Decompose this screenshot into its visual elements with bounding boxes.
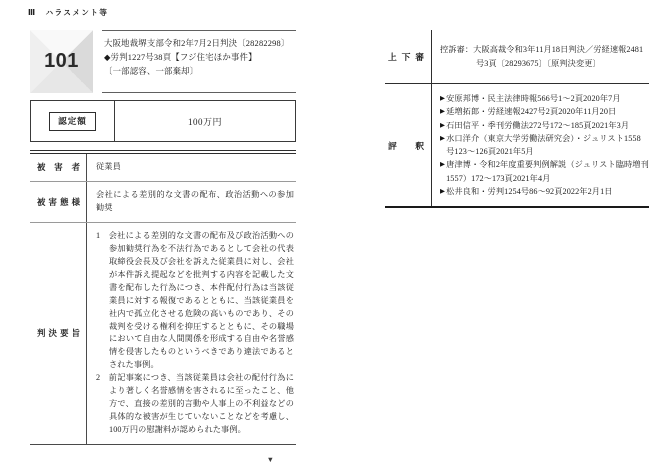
case-side-column <box>385 30 649 208</box>
judgment-summary-item: 1 会社による差別的な文書の配布及び政治活動への参加勧奨行為を不法行為であるとして会社の代表取締役会長及び会社を訴えた従業員に対し、会社が本件訴え提起などを批判する内容を記載した文書を配布した行為につき、本件配付行為は当該従業員に対する報復であるとともに、当該従業員を社内で孤立化させる危険の高いものであり、その裁判を受ける権利を抑圧するとともに、その職場において自由な人間関係を形成する自由や名誉感情を侵害したものというべきであり違法であるとされた事例。 <box>96 230 294 370</box>
harm-type-value: 会社による差別的な文書の配布、政治活動への参加勧奨 <box>86 182 296 222</box>
judgment-summary-item: 2 前記事案につき、当該従業員は会社の配付行為により著しく名誉感情を害されるに至ったこと、他方で、直接の差別的言動や人事上の不利益などの具体的な被害が生じていないことなどを考慮し、100万円の慰謝料が認められた事例。 <box>96 373 294 435</box>
case-main-column <box>30 30 296 467</box>
commentary-item: ▶ 唐津博・令和2年度重要判例解説（ジュリスト臨時増刊1557）172～173頁2021年4月 <box>440 158 649 185</box>
case-number: 101 <box>44 50 79 72</box>
judgment-summary-label: 判決要旨 <box>37 328 80 339</box>
commentary-item: ▶ 安原邦博・民主法律時報566号1～2頁2020年7月 <box>440 92 649 105</box>
triangle-bullet-icon: ▶ <box>440 187 446 195</box>
award-value: 100万円 <box>187 116 222 127</box>
harm-type-label: 被害態様 <box>37 196 80 207</box>
appeals-label: 上下審 <box>388 52 424 62</box>
case-number-badge <box>30 30 93 93</box>
table-row-harm-type <box>30 182 296 223</box>
running-head: Ⅲ ハラスメント等 <box>28 8 109 17</box>
judgment-summary-content <box>86 223 296 444</box>
appeals-content <box>431 30 649 83</box>
triangle-bullet-icon: ▶ <box>440 134 446 142</box>
triangle-bullet-icon: ▶ <box>440 108 446 116</box>
victim-label: 被害者 <box>37 162 80 173</box>
triangle-bullet-icon: ▶ <box>440 121 446 129</box>
case-title-court-date: 大阪地裁堺支部令和2年7月2日判決〔28282298〕 <box>104 39 290 48</box>
page-continues-indicator <box>30 445 296 467</box>
commentary-item: ▶ 石田信平・季刊労働法272号172～185頁2021年3月 <box>440 119 649 132</box>
table-row-appeals <box>385 30 649 84</box>
table-row-commentary <box>385 84 649 206</box>
case-title-citation: ◆労判1227号38頁【フジ住宅ほか事件】 <box>104 53 257 63</box>
commentary-item: ▶ 水口洋介（東京大学労働法研究会）・ジュリスト1558号123～126頁2021年5月 <box>440 132 649 159</box>
award-label-cell <box>31 101 115 141</box>
triangle-bullet-icon: ▶ <box>440 161 446 169</box>
commentary-label: 評釈 <box>388 140 424 151</box>
case-title-result: 〔一部認容、一部棄却〕 <box>104 67 199 77</box>
table-row-victim <box>30 154 296 182</box>
case-title-block <box>102 30 296 93</box>
triangle-bullet-icon: ▶ <box>440 95 446 102</box>
case-header <box>30 30 296 93</box>
case-detail-table <box>30 150 296 445</box>
appeal-citation: 控訴審：大阪高裁令和3年11月18日判決／労経速報2481号3頁〔28293675〕〔原判決変更〕 <box>440 45 644 68</box>
victim-value: 従業員 <box>86 154 296 181</box>
down-arrow-icon[interactable]: ▼ <box>266 455 274 465</box>
award-table <box>30 100 296 142</box>
commentary-content <box>431 84 649 206</box>
commentary-item: ▶ 松井良和・労判1254号86～92頁2022年2月1日 <box>440 185 649 198</box>
table-row-judgment-summary <box>30 223 296 444</box>
award-label: 認定額 <box>49 112 96 131</box>
commentary-item: ▶ 延増拓郎・労経速報2427号2頁2020年11月20日 <box>440 105 649 118</box>
